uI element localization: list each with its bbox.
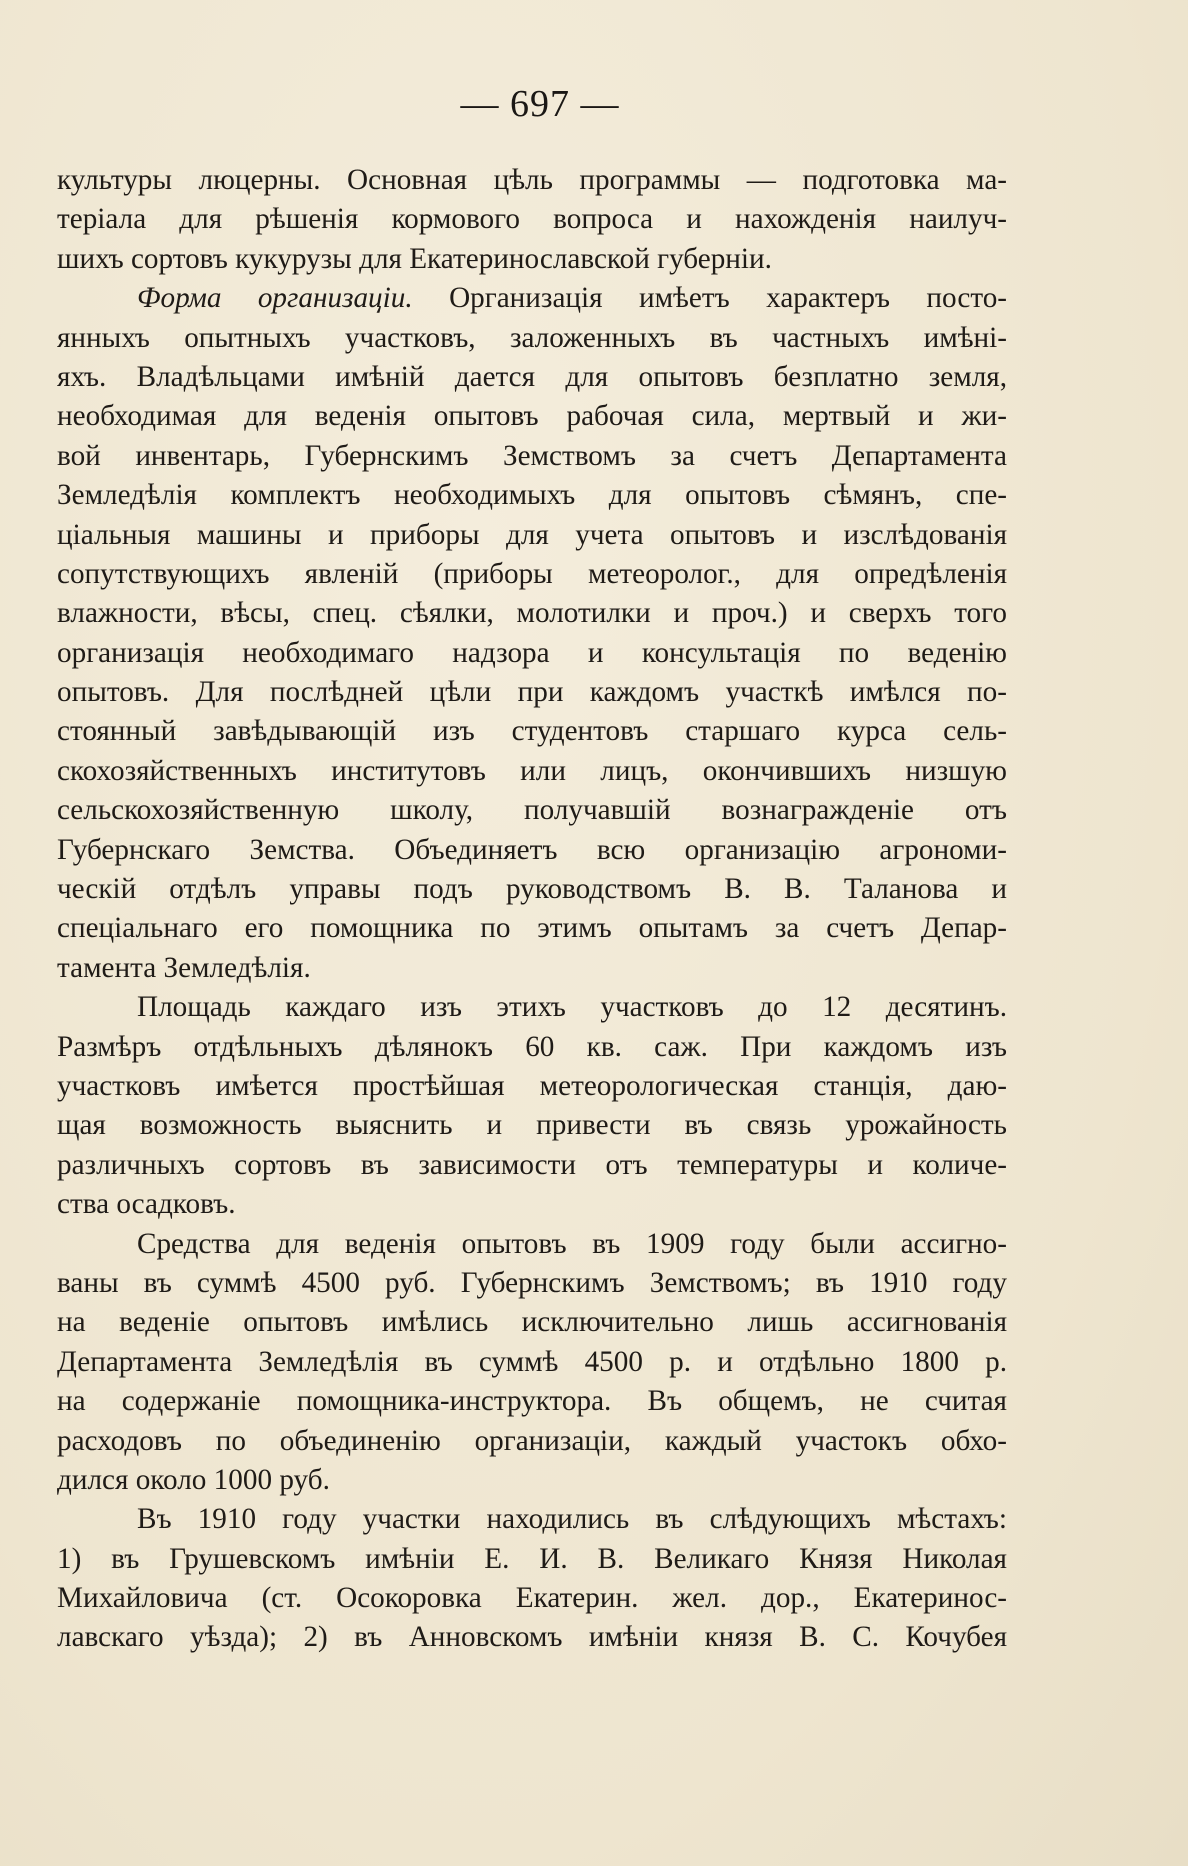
section-heading: Форма организаціи. xyxy=(137,282,413,315)
text-line: ціальныя машины и приборы для учета опытовъ и изслѣдованія xyxy=(57,518,1007,551)
text-line-rest: Организація имѣетъ характеръ посто- xyxy=(449,282,1008,315)
text-line: шихъ сортовъ кукурузы для Екатеринославской губерніи. xyxy=(57,242,772,275)
page-number: — 697 — xyxy=(460,83,620,125)
text-line: сельскохозяйственную школу, получавшій вознагражденіе отъ xyxy=(57,794,1007,827)
text-line: необходимая для веденія опытовъ рабочая сила, мертвый и жи- xyxy=(57,400,1007,433)
text-line: дился около 1000 руб. xyxy=(57,1463,330,1496)
text-line: Средства для веденія опытовъ въ 1909 году были ассигно- xyxy=(137,1227,1007,1260)
text-line: яхъ. Владѣльцами имѣній дается для опытовъ безплатно земля, xyxy=(57,360,1007,393)
text-line: Земледѣлія комплектъ необходимыхъ для опытовъ сѣмянъ, спе- xyxy=(57,479,1007,512)
text-line: участковъ имѣется простѣйшая метеорологическая станція, даю- xyxy=(57,1069,1007,1102)
text-line xyxy=(57,279,1007,318)
text-line: щая возможность выяснить и привести въ связь урожайность xyxy=(57,1109,1007,1142)
text-line: сопутствующихъ явленій (приборы метеоролог., для опредѣленія xyxy=(57,557,1007,590)
text-line: янныхъ опытныхъ участковъ, заложенныхъ въ частныхъ имѣні- xyxy=(57,321,1007,354)
text-line: 1) въ Грушевскомъ имѣніи Е. И. В. Великаго Князя Николая xyxy=(57,1542,1007,1575)
text-line: Площадь каждаго изъ этихъ участковъ до 12 десятинъ. xyxy=(137,991,1007,1024)
text-line: тамента Земледѣлія. xyxy=(57,951,311,984)
text-line: ваны въ суммѣ 4500 руб. Губернскимъ Земствомъ; въ 1910 году xyxy=(57,1266,1007,1299)
text-line: лавскаго уѣзда); 2) въ Анновскомъ имѣніи князя В. С. Кочубея xyxy=(57,1621,1007,1654)
text-line: скохозяйственныхъ институтовъ или лицъ, окончившихъ низшую xyxy=(57,754,1007,787)
text-line: на содержаніе помощника-инструктора. Въ общемъ, не считая xyxy=(57,1385,1007,1418)
text-line: на веденіе опытовъ имѣлись исключительно лишь ассигнованія xyxy=(57,1306,1007,1339)
text-line: культуры люцерны. Основная цѣль программы — подготовка ма- xyxy=(57,164,1007,196)
text-line: влажности, вѣсы, спец. сѣялки, молотилки и проч.) и сверхъ того xyxy=(57,597,1007,630)
text-line: расходовъ по объединенію организаціи, каждый участокъ обхо- xyxy=(57,1424,1007,1457)
text-line: Размѣръ отдѣльныхъ дѣлянокъ 60 кв. саж. При каждомъ изъ xyxy=(57,1030,1007,1063)
text-line: вой инвентарь, Губернскимъ Земствомъ за счетъ Департамента xyxy=(57,439,1007,472)
body-text xyxy=(57,161,1007,1658)
text-line: Въ 1910 году участки находились въ слѣдующихъ мѣстахъ: xyxy=(137,1503,1007,1536)
text-line: ства осадковъ. xyxy=(57,1188,236,1221)
text-line: Михайловича (ст. Осокоровка Екатерин. жел. дор., Екатеринос- xyxy=(57,1582,1007,1615)
text-line: различныхъ сортовъ въ зависимости отъ температуры и количе- xyxy=(57,1148,1007,1181)
text-line: ческій отдѣлъ управы подъ руководствомъ В. В. Таланова и xyxy=(57,873,1007,906)
text-line: теріала для рѣшенія кормового вопроса и нахожденія наилуч- xyxy=(57,203,1007,236)
text-line: Губернскаго Земства. Объединяетъ всю организацію агрономи- xyxy=(57,833,1007,866)
text-line: стоянный завѣдывающій изъ студентовъ старшаго курса сель- xyxy=(57,715,1007,748)
text-line: организація необходимаго надзора и консультація по веденію xyxy=(57,636,1007,669)
text-line: спеціальнаго его помощника по этимъ опытамъ за счетъ Депар- xyxy=(57,912,1007,945)
text-line: Департамента Земледѣлія въ суммѣ 4500 р. и отдѣльно 1800 р. xyxy=(57,1345,1007,1378)
text-line: опытовъ. Для послѣдней цѣли при каждомъ участкѣ имѣлся по- xyxy=(57,676,1007,709)
